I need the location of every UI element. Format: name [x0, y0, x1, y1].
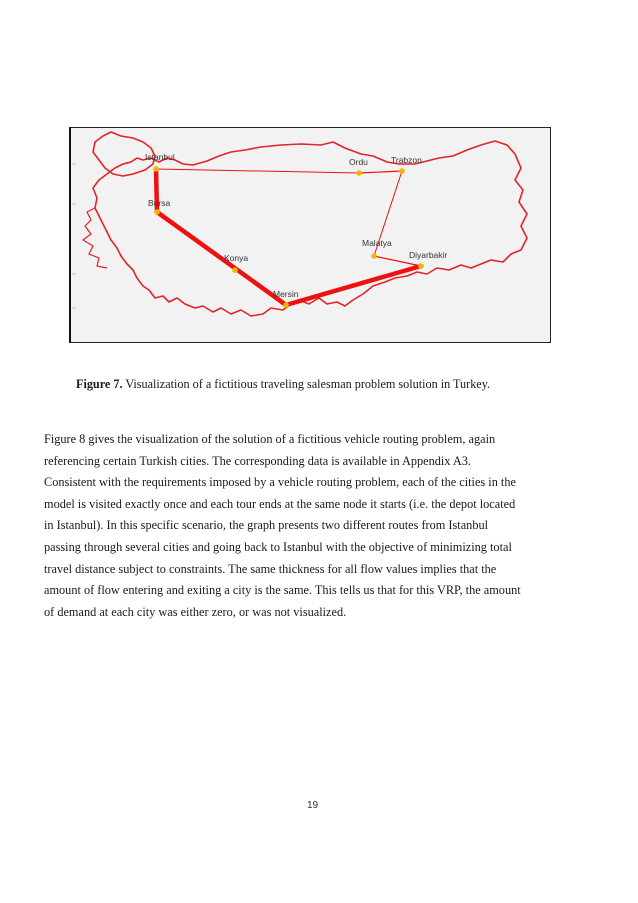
city-node-konya: [232, 267, 238, 273]
city-label-ordu: Ordu: [349, 157, 368, 167]
paragraph-line: model is visited exactly once and each tour ends at the same node it starts (i.e. the depot located: [44, 496, 516, 511]
route-layer: [156, 169, 421, 305]
city-label-malatya: Malatya: [362, 238, 392, 248]
city-node-bursa: [154, 209, 160, 215]
paragraph-line: passing through several cities and going back to Istanbul with the objective of minimizing total: [44, 539, 512, 554]
figure-caption-text: Visualization of a fictitious traveling salesman problem solution in Turkey.: [122, 377, 491, 391]
aegean-coast-detail: [83, 208, 107, 268]
city-label-istanbul: Istanbul: [145, 152, 175, 162]
route-edge-trabzon-ordu: [359, 171, 402, 173]
body-paragraph: [44, 429, 604, 623]
city-node-istanbul: [153, 166, 159, 172]
figure-caption: [76, 377, 596, 392]
tsp-map-figure: [69, 127, 551, 343]
paragraph-line: referencing certain Turkish cities. The corresponding data is available in Appendix A3.: [44, 453, 471, 468]
city-node-diyarbakir: [418, 263, 424, 269]
paragraph-line: of demand at each city was either zero, or was not visualized.: [44, 604, 347, 619]
city-node-malatya: [371, 253, 377, 259]
paragraph-line: travel distance subject to constraints. The same thickness for all flow values implies that the: [44, 561, 497, 576]
figure-label: Figure 7.: [76, 377, 123, 391]
city-label-mersin: Mersin: [273, 289, 299, 299]
route-edge-bursa-mersin: [157, 212, 286, 305]
paragraph-line: amount of flow entering and exiting a city is the same. This tells us that for this VRP, the amount: [44, 583, 521, 598]
city-label-trabzon: Trabzon: [391, 155, 422, 165]
city-node-ordu: [356, 170, 362, 176]
city-label-konya: Konya: [224, 253, 249, 263]
city-label-bursa: Bursa: [148, 198, 171, 208]
turkey-map: [71, 128, 551, 342]
paragraph-line: Figure 8 gives the visualization of the solution of a fictitious vehicle routing problem, again: [44, 432, 496, 446]
city-label-diyarbakir: Diyarbakir: [409, 250, 448, 260]
city-node-mersin: [283, 302, 289, 308]
route-edge-ordu-istanbul: [156, 169, 359, 173]
city-node-trabzon: [399, 168, 405, 174]
paragraph-line: in Istanbul). In this specific scenario, the graph presents two different routes from Istanbul: [44, 518, 489, 533]
page-number: 19: [306, 800, 319, 811]
paragraph-line: Consistent with the requirements imposed by a vehicle routing problem, each of the cities in the: [44, 475, 516, 490]
